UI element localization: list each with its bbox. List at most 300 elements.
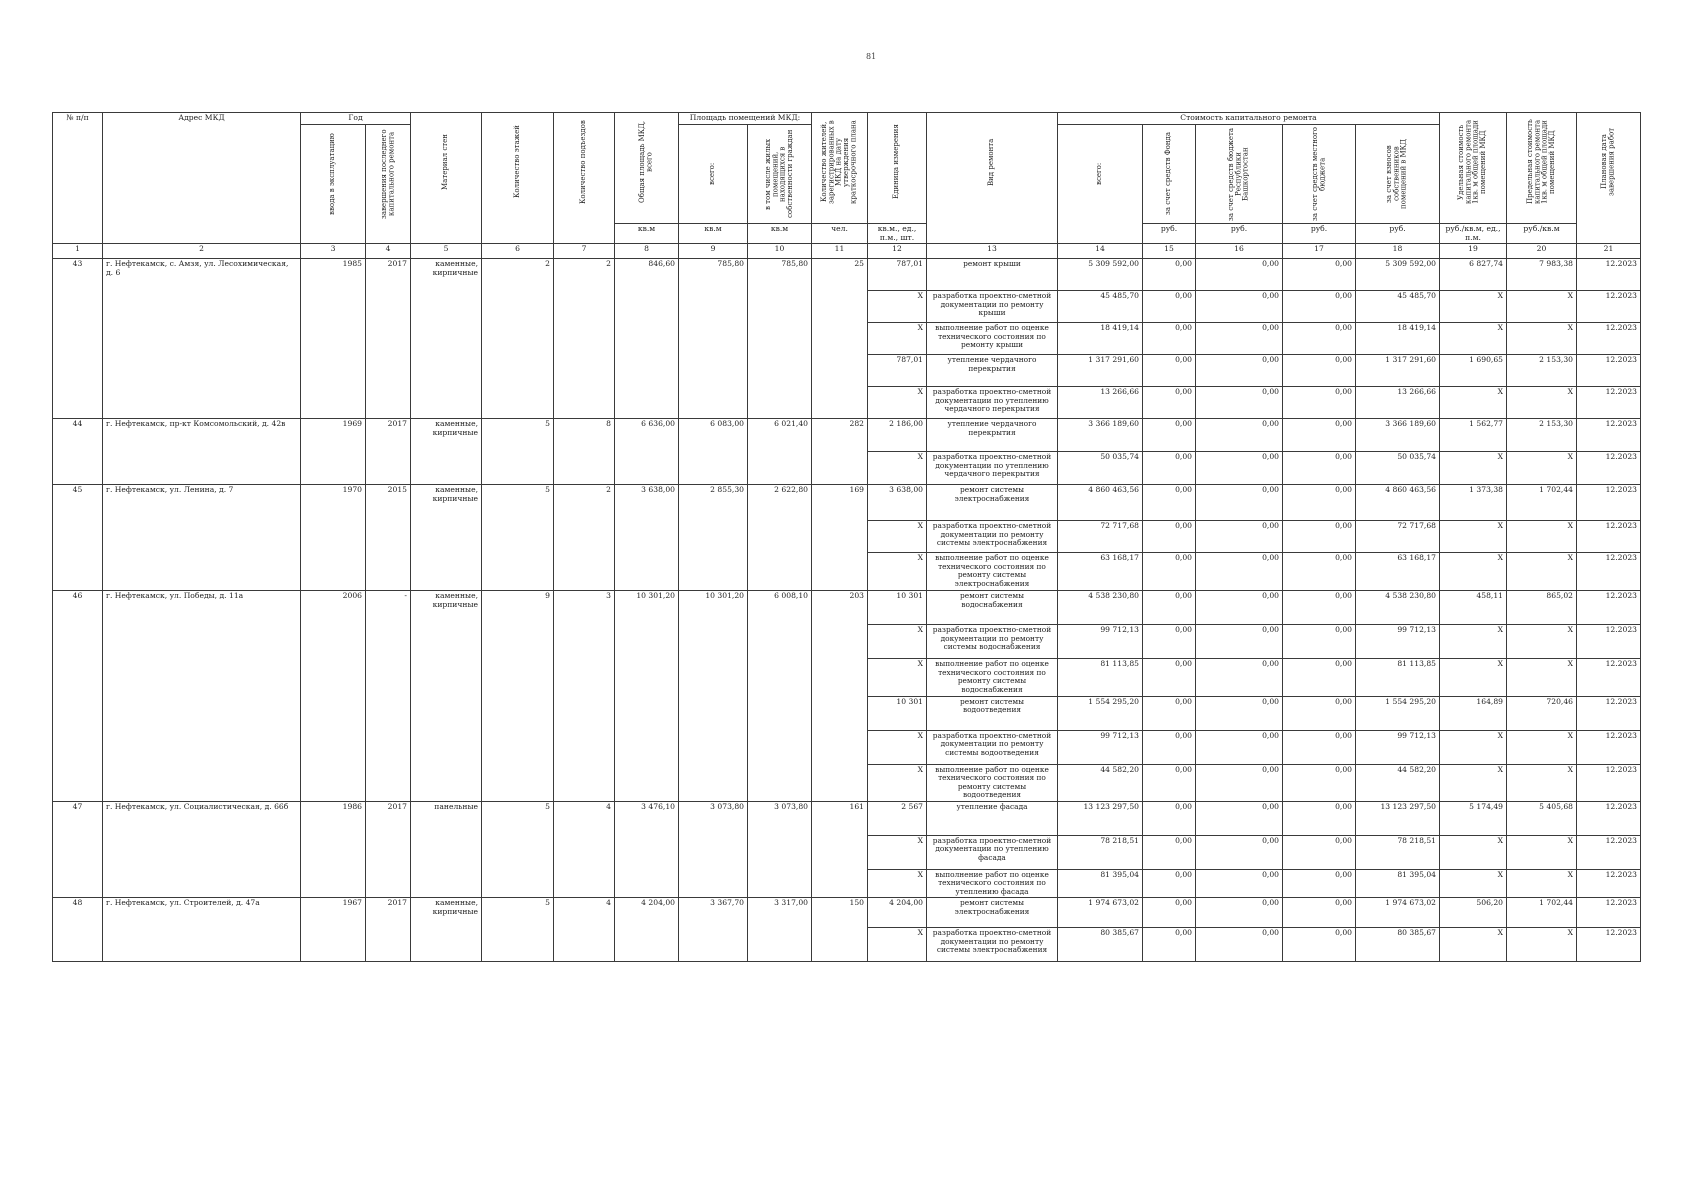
unit-cost-fund: руб.: [1143, 224, 1196, 244]
limit-cost: 5 405,68: [1507, 801, 1577, 835]
building-address: г. Нефтекамск, ул. Ленина, д. 7: [103, 485, 301, 591]
planned-date: 12.2023: [1577, 323, 1641, 355]
planned-date: 12.2023: [1577, 521, 1641, 553]
limit-cost: X: [1507, 625, 1577, 659]
cost-owners: 44 582,20: [1356, 764, 1440, 801]
header-limit-cost: Предельная стоимость капитального ремонта 1кв. м общей площади помещений МКД: [1507, 113, 1577, 224]
cost-republic: 0,00: [1196, 764, 1283, 801]
limit-cost: X: [1507, 291, 1577, 323]
header-cost-local: за счет средств местного бюджета: [1283, 125, 1356, 224]
specific-cost: X: [1440, 553, 1507, 591]
planned-date: 12.2023: [1577, 898, 1641, 928]
year-commission: 1985: [301, 259, 366, 419]
unit-cost-owners: руб.: [1356, 224, 1440, 244]
entrances: 8: [554, 419, 615, 485]
planned-date: 12.2023: [1577, 291, 1641, 323]
cost-total: 4 860 463,56: [1058, 485, 1143, 521]
work-name: выполнение работ по оценке технического состояния по ремонту крыши: [927, 323, 1058, 355]
cost-republic: 0,00: [1196, 259, 1283, 291]
cost-total: 50 035,74: [1058, 452, 1143, 485]
cost-republic: 0,00: [1196, 355, 1283, 387]
work-unit: 787,01: [868, 259, 927, 291]
specific-cost: X: [1440, 764, 1507, 801]
cost-fund: 0,00: [1143, 869, 1196, 898]
residents: 282: [812, 419, 868, 485]
year-commission: 1970: [301, 485, 366, 591]
year-commission: 1967: [301, 898, 366, 962]
cost-local: 0,00: [1283, 553, 1356, 591]
premises-owned: 6 021,40: [748, 419, 812, 485]
year-last-repair: 2017: [366, 898, 411, 962]
cost-fund: 0,00: [1143, 659, 1196, 696]
cost-owners: 13 123 297,50: [1356, 801, 1440, 835]
limit-cost: 720,46: [1507, 696, 1577, 730]
year-last-repair: 2015: [366, 485, 411, 591]
cost-fund: 0,00: [1143, 291, 1196, 323]
planned-date: 12.2023: [1577, 591, 1641, 625]
premises-owned: 2 622,80: [748, 485, 812, 591]
residents: 161: [812, 801, 868, 898]
cost-total: 45 485,70: [1058, 291, 1143, 323]
premises-total: 6 083,00: [679, 419, 748, 485]
cost-republic: 0,00: [1196, 869, 1283, 898]
residents: 203: [812, 591, 868, 801]
wall-material: каменные, кирпичные: [411, 419, 482, 485]
cost-local: 0,00: [1283, 355, 1356, 387]
header-residents: Количество жителей, зарегистрированных в МКД на дату утверждения краткосрочного плана: [812, 113, 868, 224]
wall-material: каменные, кирпичные: [411, 485, 482, 591]
floors: 5: [482, 898, 554, 962]
building-no: 44: [53, 419, 103, 485]
cost-owners: 5 309 592,00: [1356, 259, 1440, 291]
capital-repair-table: [52, 112, 1641, 962]
total-area: 3 638,00: [615, 485, 679, 591]
cost-total: 13 123 297,50: [1058, 801, 1143, 835]
building-address: г. Нефтекамск, ул. Строителей, д. 47а: [103, 898, 301, 962]
header-floors: Количество этажей: [482, 113, 554, 244]
cost-owners: 81 113,85: [1356, 659, 1440, 696]
building-no: 45: [53, 485, 103, 591]
table-row: [53, 419, 1641, 452]
work-name: разработка проектно-сметной документации по ремонту системы электроснабжения: [927, 521, 1058, 553]
work-name: ремонт системы водоснабжения: [927, 591, 1058, 625]
header-no: № п/п: [53, 113, 103, 244]
cost-local: 0,00: [1283, 835, 1356, 869]
work-name: ремонт системы электроснабжения: [927, 898, 1058, 928]
premises-total: 10 301,20: [679, 591, 748, 801]
total-area: 3 476,10: [615, 801, 679, 898]
specific-cost: X: [1440, 291, 1507, 323]
column-number-cell: 8: [615, 244, 679, 259]
header-total-area: Общая площадь МКД, всего: [615, 113, 679, 224]
premises-owned: 785,80: [748, 259, 812, 419]
building-address: г. Нефтекамск, с. Амзя, ул. Лесохимическая, д. 6: [103, 259, 301, 419]
limit-cost: X: [1507, 928, 1577, 962]
building-no: 48: [53, 898, 103, 962]
specific-cost: 506,20: [1440, 898, 1507, 928]
cost-republic: 0,00: [1196, 291, 1283, 323]
work-unit: X: [868, 625, 927, 659]
cost-total: 99 712,13: [1058, 625, 1143, 659]
cost-local: 0,00: [1283, 898, 1356, 928]
planned-date: 12.2023: [1577, 869, 1641, 898]
cost-owners: 78 218,51: [1356, 835, 1440, 869]
cost-fund: 0,00: [1143, 801, 1196, 835]
cost-fund: 0,00: [1143, 625, 1196, 659]
limit-cost: X: [1507, 659, 1577, 696]
work-unit: 4 204,00: [868, 898, 927, 928]
work-unit: X: [868, 323, 927, 355]
entrances: 3: [554, 591, 615, 801]
work-name: выполнение работ по оценке технического состояния по утеплению фасада: [927, 869, 1058, 898]
planned-date: 12.2023: [1577, 764, 1641, 801]
work-unit: X: [868, 452, 927, 485]
cost-republic: 0,00: [1196, 730, 1283, 764]
column-number-cell: 3: [301, 244, 366, 259]
column-number-cell: 10: [748, 244, 812, 259]
header-entrances: Количество подъездов: [554, 113, 615, 244]
column-number-cell: 6: [482, 244, 554, 259]
work-name: выполнение работ по оценке технического состояния по ремонту системы водоотведения: [927, 764, 1058, 801]
limit-cost: 1 702,44: [1507, 898, 1577, 928]
column-number-cell: 9: [679, 244, 748, 259]
cost-local: 0,00: [1283, 485, 1356, 521]
planned-date: 12.2023: [1577, 696, 1641, 730]
cost-republic: 0,00: [1196, 387, 1283, 419]
cost-local: 0,00: [1283, 659, 1356, 696]
limit-cost: X: [1507, 323, 1577, 355]
work-unit: 2 567: [868, 801, 927, 835]
cost-fund: 0,00: [1143, 928, 1196, 962]
limit-cost: X: [1507, 521, 1577, 553]
total-area: 4 204,00: [615, 898, 679, 962]
building-address: г. Нефтекамск, пр-кт Комсомольский, д. 42в: [103, 419, 301, 485]
work-unit: X: [868, 928, 927, 962]
work-unit: X: [868, 869, 927, 898]
year-commission: 1969: [301, 419, 366, 485]
year-commission: 2006: [301, 591, 366, 801]
planned-date: 12.2023: [1577, 730, 1641, 764]
limit-cost: X: [1507, 764, 1577, 801]
total-area: 10 301,20: [615, 591, 679, 801]
work-name: утепление фасада: [927, 801, 1058, 835]
floors: 5: [482, 801, 554, 898]
specific-cost: X: [1440, 387, 1507, 419]
planned-date: 12.2023: [1577, 835, 1641, 869]
residents: 150: [812, 898, 868, 962]
limit-cost: 7 983,38: [1507, 259, 1577, 291]
cost-owners: 45 485,70: [1356, 291, 1440, 323]
work-unit: X: [868, 764, 927, 801]
building-no: 46: [53, 591, 103, 801]
planned-date: 12.2023: [1577, 452, 1641, 485]
header-specific-cost: Удельная стоимость капитального ремонта 1кв. м общей площади помещений МКД: [1440, 113, 1507, 224]
work-unit: X: [868, 730, 927, 764]
header-year-commission: ввода в эксплуатацию: [301, 125, 366, 244]
work-name: ремонт крыши: [927, 259, 1058, 291]
column-number-cell: 2: [103, 244, 301, 259]
cost-fund: 0,00: [1143, 764, 1196, 801]
header-planned-date: Плановая дата завершения работ: [1577, 113, 1641, 244]
specific-cost: 1 690,65: [1440, 355, 1507, 387]
premises-total: 3 367,70: [679, 898, 748, 962]
building-address: г. Нефтекамск, ул. Победы, д. 11а: [103, 591, 301, 801]
cost-fund: 0,00: [1143, 323, 1196, 355]
cost-total: 44 582,20: [1058, 764, 1143, 801]
unit-cost-republic: руб.: [1196, 224, 1283, 244]
cost-local: 0,00: [1283, 259, 1356, 291]
header-premises-group: Площадь помещений МКД:: [679, 113, 812, 125]
cost-local: 0,00: [1283, 521, 1356, 553]
unit-premises-total: кв.м: [679, 224, 748, 244]
cost-local: 0,00: [1283, 591, 1356, 625]
cost-republic: 0,00: [1196, 323, 1283, 355]
premises-total: 785,80: [679, 259, 748, 419]
header-premises-owned: в том числе жилых помещений, находящихся в собственности граждан: [748, 125, 812, 224]
cost-total: 18 419,14: [1058, 323, 1143, 355]
cost-fund: 0,00: [1143, 553, 1196, 591]
cost-total: 81 113,85: [1058, 659, 1143, 696]
wall-material: панельные: [411, 801, 482, 898]
specific-cost: 1 562,77: [1440, 419, 1507, 452]
column-number-cell: 5: [411, 244, 482, 259]
year-last-repair: 2017: [366, 801, 411, 898]
cost-republic: 0,00: [1196, 696, 1283, 730]
cost-fund: 0,00: [1143, 696, 1196, 730]
floors: 5: [482, 419, 554, 485]
year-last-repair: 2017: [366, 419, 411, 485]
specific-cost: X: [1440, 869, 1507, 898]
header-unit: Единица измерения: [868, 113, 927, 224]
work-name: выполнение работ по оценке технического состояния по ремонту системы водоснабжения: [927, 659, 1058, 696]
cost-local: 0,00: [1283, 387, 1356, 419]
work-unit: X: [868, 659, 927, 696]
unit-residents: чел.: [812, 224, 868, 244]
cost-local: 0,00: [1283, 869, 1356, 898]
specific-cost: X: [1440, 323, 1507, 355]
specific-cost: 6 827,74: [1440, 259, 1507, 291]
specific-cost: 1 373,38: [1440, 485, 1507, 521]
work-unit: 10 301: [868, 696, 927, 730]
cost-republic: 0,00: [1196, 659, 1283, 696]
unit-cost-local: руб.: [1283, 224, 1356, 244]
year-commission: 1986: [301, 801, 366, 898]
work-name: разработка проектно-сметной документации по ремонту крыши: [927, 291, 1058, 323]
cost-local: 0,00: [1283, 625, 1356, 659]
planned-date: 12.2023: [1577, 355, 1641, 387]
entrances: 2: [554, 259, 615, 419]
cost-republic: 0,00: [1196, 591, 1283, 625]
cost-republic: 0,00: [1196, 553, 1283, 591]
wall-material: каменные, кирпичные: [411, 591, 482, 801]
column-number-cell: 19: [1440, 244, 1507, 259]
cost-owners: 1 317 291,60: [1356, 355, 1440, 387]
column-number-cell: 16: [1196, 244, 1283, 259]
cost-republic: 0,00: [1196, 801, 1283, 835]
residents: 25: [812, 259, 868, 419]
work-unit: 10 301: [868, 591, 927, 625]
cost-total: 3 366 189,60: [1058, 419, 1143, 452]
cost-total: 99 712,13: [1058, 730, 1143, 764]
cost-fund: 0,00: [1143, 591, 1196, 625]
cost-fund: 0,00: [1143, 898, 1196, 928]
entrances: 4: [554, 801, 615, 898]
cost-local: 0,00: [1283, 928, 1356, 962]
header-premises-total: всего:: [679, 125, 748, 224]
column-number-cell: 11: [812, 244, 868, 259]
table-row: [53, 591, 1641, 625]
page-number: 81: [866, 52, 877, 61]
cost-owners: 81 395,04: [1356, 869, 1440, 898]
column-number-cell: 12: [868, 244, 927, 259]
column-number-cell: 15: [1143, 244, 1196, 259]
work-name: ремонт системы электроснабжения: [927, 485, 1058, 521]
cost-republic: 0,00: [1196, 835, 1283, 869]
unit-premises-owned: кв.м: [748, 224, 812, 244]
header-cost-owners: за счет взносов собственников помещений в МКД: [1356, 125, 1440, 224]
header-cost-republic: за счет средств бюджета Республики Башкортостан: [1196, 125, 1283, 224]
cost-fund: 0,00: [1143, 355, 1196, 387]
cost-local: 0,00: [1283, 801, 1356, 835]
specific-cost: 5 174,49: [1440, 801, 1507, 835]
work-name: утепление чердачного перекрытия: [927, 419, 1058, 452]
header-cost-group: Стоимость капитального ремонта: [1058, 113, 1440, 125]
planned-date: 12.2023: [1577, 485, 1641, 521]
building-no: 47: [53, 801, 103, 898]
cost-local: 0,00: [1283, 452, 1356, 485]
cost-republic: 0,00: [1196, 485, 1283, 521]
premises-owned: 3 073,80: [748, 801, 812, 898]
cost-owners: 72 717,68: [1356, 521, 1440, 553]
work-unit: X: [868, 835, 927, 869]
work-unit: X: [868, 291, 927, 323]
cost-owners: 50 035,74: [1356, 452, 1440, 485]
cost-republic: 0,00: [1196, 928, 1283, 962]
header-cost-fund: за счет средств Фонда: [1143, 125, 1196, 224]
cost-total: 4 538 230,80: [1058, 591, 1143, 625]
building-no: 43: [53, 259, 103, 419]
table-row: [53, 801, 1641, 835]
specific-cost: X: [1440, 521, 1507, 553]
cost-fund: 0,00: [1143, 452, 1196, 485]
unit-measure: кв.м., ед., п.м., шт.: [868, 224, 927, 244]
unit-limit-cost: руб./кв.м: [1507, 224, 1577, 244]
cost-owners: 99 712,13: [1356, 730, 1440, 764]
cost-total: 1 554 295,20: [1058, 696, 1143, 730]
cost-total: 5 309 592,00: [1058, 259, 1143, 291]
cost-local: 0,00: [1283, 696, 1356, 730]
planned-date: 12.2023: [1577, 801, 1641, 835]
unit-specific-cost: руб./кв.м, ед., п.м.: [1440, 224, 1507, 244]
cost-fund: 0,00: [1143, 419, 1196, 452]
column-number-cell: 14: [1058, 244, 1143, 259]
premises-total: 2 855,30: [679, 485, 748, 591]
premises-total: 3 073,80: [679, 801, 748, 898]
specific-cost: X: [1440, 730, 1507, 764]
wall-material: каменные, кирпичные: [411, 259, 482, 419]
premises-owned: 6 008,10: [748, 591, 812, 801]
cost-fund: 0,00: [1143, 835, 1196, 869]
column-number-row: [53, 244, 1641, 259]
specific-cost: X: [1440, 659, 1507, 696]
work-unit: X: [868, 553, 927, 591]
cost-republic: 0,00: [1196, 521, 1283, 553]
work-name: разработка проектно-сметной документации по утеплению фасада: [927, 835, 1058, 869]
cost-fund: 0,00: [1143, 521, 1196, 553]
table-row: [53, 898, 1641, 928]
limit-cost: X: [1507, 730, 1577, 764]
header-year-last-repair: завершения последнего капитального ремонта: [366, 125, 411, 244]
planned-date: 12.2023: [1577, 928, 1641, 962]
work-unit: 3 638,00: [868, 485, 927, 521]
work-unit: 787,01: [868, 355, 927, 387]
total-area: 6 636,00: [615, 419, 679, 485]
table-row: [53, 485, 1641, 521]
cost-owners: 4 538 230,80: [1356, 591, 1440, 625]
specific-cost: X: [1440, 452, 1507, 485]
floors: 2: [482, 259, 554, 419]
total-area: 846,60: [615, 259, 679, 419]
planned-date: 12.2023: [1577, 553, 1641, 591]
work-name: разработка проектно-сметной документации по утеплению чердачного перекрытия: [927, 387, 1058, 419]
building-address: г. Нефтекамск, ул. Социалистическая, д. 66б: [103, 801, 301, 898]
cost-owners: 99 712,13: [1356, 625, 1440, 659]
planned-date: 12.2023: [1577, 387, 1641, 419]
column-number-cell: 13: [927, 244, 1058, 259]
cost-fund: 0,00: [1143, 387, 1196, 419]
header-year-group: Год: [301, 113, 411, 125]
cost-republic: 0,00: [1196, 625, 1283, 659]
planned-date: 12.2023: [1577, 419, 1641, 452]
entrances: 4: [554, 898, 615, 962]
premises-owned: 3 317,00: [748, 898, 812, 962]
limit-cost: 2 153,30: [1507, 419, 1577, 452]
work-name: выполнение работ по оценке технического состояния по ремонту системы электроснабжения: [927, 553, 1058, 591]
cost-republic: 0,00: [1196, 452, 1283, 485]
entrances: 2: [554, 485, 615, 591]
cost-total: 13 266,66: [1058, 387, 1143, 419]
cost-owners: 1 554 295,20: [1356, 696, 1440, 730]
cost-owners: 80 385,67: [1356, 928, 1440, 962]
cost-owners: 13 266,66: [1356, 387, 1440, 419]
header-address: Адрес МКД: [103, 113, 301, 244]
cost-local: 0,00: [1283, 323, 1356, 355]
floors: 5: [482, 485, 554, 591]
capital-repair-plan-sheet: [52, 112, 1641, 962]
year-last-repair: -: [366, 591, 411, 801]
column-number-cell: 21: [1577, 244, 1641, 259]
header-cost-total: всего:: [1058, 125, 1143, 244]
cost-total: 72 717,68: [1058, 521, 1143, 553]
limit-cost: 865,02: [1507, 591, 1577, 625]
cost-owners: 4 860 463,56: [1356, 485, 1440, 521]
limit-cost: 2 153,30: [1507, 355, 1577, 387]
residents: 169: [812, 485, 868, 591]
planned-date: 12.2023: [1577, 625, 1641, 659]
cost-total: 63 168,17: [1058, 553, 1143, 591]
work-name: разработка проектно-сметной документации по утеплению чердачного перекрытия: [927, 452, 1058, 485]
header-work-type: Вид ремонта: [927, 113, 1058, 244]
limit-cost: 1 702,44: [1507, 485, 1577, 521]
column-number-cell: 1: [53, 244, 103, 259]
specific-cost: X: [1440, 928, 1507, 962]
work-name: разработка проектно-сметной документации по ремонту системы водоснабжения: [927, 625, 1058, 659]
work-name: ремонт системы водоотведения: [927, 696, 1058, 730]
cost-fund: 0,00: [1143, 259, 1196, 291]
table-row: [53, 259, 1641, 291]
column-number-cell: 17: [1283, 244, 1356, 259]
cost-owners: 18 419,14: [1356, 323, 1440, 355]
